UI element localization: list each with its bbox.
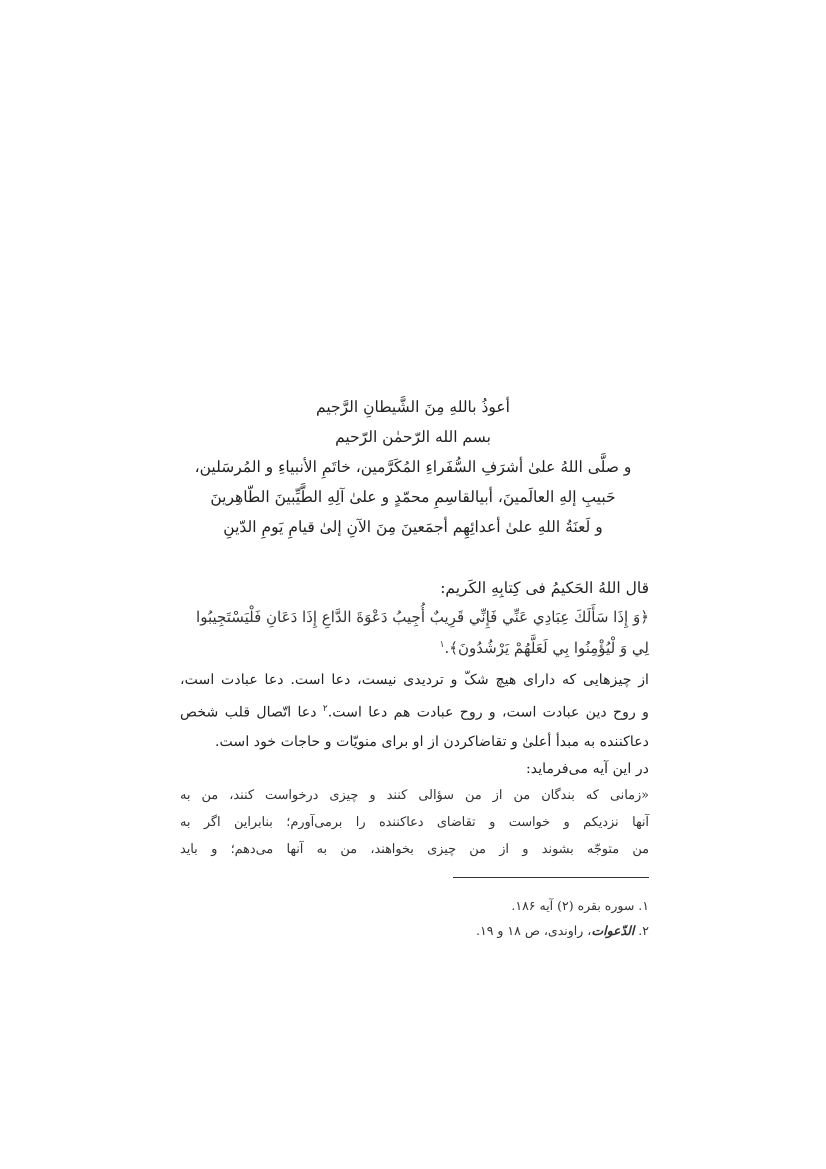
footnote-ref: ۱ xyxy=(439,640,445,650)
footnote-number: ۲. xyxy=(634,923,649,938)
invocation-line: و لَعنَةُ اللهِ علیٰ أعدائِهِم أجمَعینَ مِنَ الآنِ إلیٰ قیامِ یَومِ الدّینِ xyxy=(223,518,603,536)
quran-verse xyxy=(180,603,649,662)
translation-line: آنها نزدیکم و خواست و تقاضای دعاکننده را برمی‌آورم؛ بنابراین اگر به xyxy=(180,815,649,830)
verse-intro: در این آیه می‌فرماید: xyxy=(525,761,649,777)
paragraph-text: و روح دین عبادت است، و روح عبادت هم دعا است. xyxy=(327,704,649,721)
paragraph-line: از چیزهایی که دارای هیچ شکّ و تردیدی نیست، دعا است. دعا عبادت است، xyxy=(180,672,649,688)
footnote-book-title: الدّعوات xyxy=(591,923,635,938)
invocation-line: و صلَّى اللهُ علىٰ أشرَفِ السُّفَراءِ المُكَرَّمين، خاتَمِ الأنبياءِ و المُرسَلين، xyxy=(194,458,632,476)
section-heading: قال اللهُ الحَکیمُ فی کِتابِهِ الکَریم: xyxy=(440,579,649,597)
footnote-divider xyxy=(453,877,649,878)
footnote-1: ۱. سوره بقره (۲) آیه ۱۸۶. xyxy=(511,898,649,913)
invocation-line: أعوذُ باللهِ مِنَ الشَّيطانِ الرَّجيم xyxy=(316,398,510,416)
invocation-line: حَبيبِ إلهِ العالَمينَ، أبیالقاسِمِ محمّدٍ و علیٰ آلِهِ الطَّیِّبینَ الطّاهِرینَ xyxy=(210,488,616,506)
paragraph-line xyxy=(180,695,649,728)
footnote-2 xyxy=(380,918,649,943)
footnote-ref: ۲ xyxy=(322,704,328,714)
paragraph-line: دعاکننده به مبدأ أعلیٰ و تقاضاکردن از او برای منویّات و حاجات خود است. xyxy=(214,733,649,750)
paragraph-text: دعا اتّصال قلب شخص xyxy=(180,704,323,721)
invocation-block xyxy=(180,392,646,542)
verse-translation xyxy=(180,782,649,863)
verse-line xyxy=(180,631,649,662)
body-paragraph xyxy=(180,666,649,757)
verse-line: ﴿وَ إِذَا سَأَلَكَ عِبَادِي عَنِّي فَإِنِّي قَرِيبٌ أُجِيبُ دَعْوَةَ الدَّاعِ إِذَا دَعَانِ فَلْيَسْتَجِيبُوا xyxy=(196,608,649,626)
verse-line-text: لِي وَ لْيُؤْمِنُوا بِي لَعَلَّهُمْ يَرْشُدُونَ﴾. xyxy=(444,639,649,657)
translation-line: «زمانی که بندگان من از من سؤالی کنند و چیزی درخواست کنند، من به xyxy=(180,788,649,803)
basmala-line: بسم الله الرّحمٰن الرّحيم xyxy=(335,428,491,446)
translation-line: من متوجّه بشوند و از من چیزی بخواهند، من به آنها می‌دهم؛ و باید xyxy=(180,842,649,857)
footnote-source: ، راوندی، ص ۱۸ و ۱۹. xyxy=(476,923,592,938)
footnotes xyxy=(380,893,649,943)
